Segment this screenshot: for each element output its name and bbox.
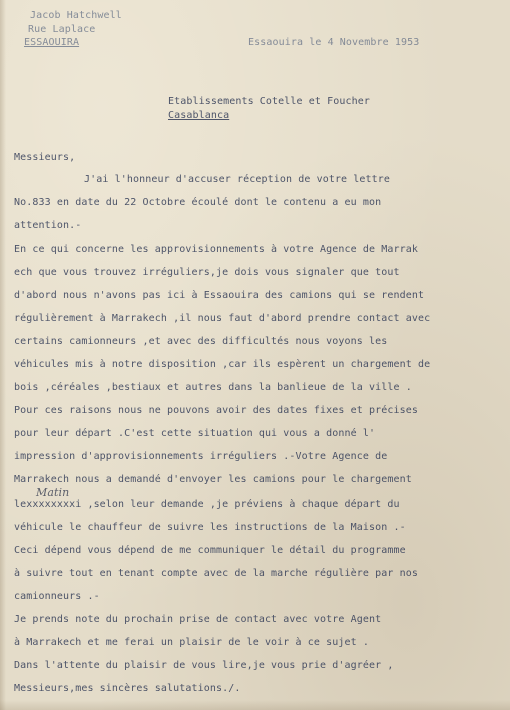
body-line: impression d'approvisionnements irréguliers .-Votre Agence de: [14, 451, 388, 462]
body-line: régulièrement à Marrakech ,il nous faut d'abord prendre contact avec: [14, 313, 431, 324]
body-line: Ceci dépend vous dépend de me communiquer le détail du programme: [14, 545, 406, 556]
handwritten-insert: Matin: [36, 486, 70, 499]
body-line: Je prends note du prochain prise de contact avec votre Agent: [14, 614, 382, 625]
body-line: pour leur départ .C'est cette situation qui vous a donné l': [14, 428, 376, 439]
body-line: bois ,céréales ,bestiaux et autres dans la banlieue de la ville .: [14, 382, 412, 393]
body-line: lexxxxxxxxi ,selon leur demande ,je préviens à chaque départ du: [14, 499, 400, 510]
body-line: Dans l'attente du plaisir de vous lire,je vous prie d'agréer ,: [14, 660, 394, 671]
body-line: En ce qui concerne les approvisionnements à votre Agence de Marrak: [14, 244, 418, 255]
body-line: No.833 en date du 22 Octobre écoulé dont le contenu a eu mon: [14, 197, 382, 208]
recipient-company: Etablissements Cotelle et Foucher: [168, 96, 370, 107]
body-line: ech que vous trouvez irréguliers,je dois vous signaler que tout: [14, 267, 400, 278]
salutation: Messieurs,: [14, 152, 76, 163]
sender-city: ESSAOUIRA: [24, 37, 80, 48]
body-line: camionneurs .-: [14, 591, 100, 602]
body-line: certains camionneurs ,et avec des difficultés nous voyons les: [14, 336, 388, 347]
recipient-city: Casablanca: [168, 110, 230, 121]
body-line: J'ai l'honneur d'accuser réception de votre lettre: [84, 174, 391, 185]
body-line: Pour ces raisons nous ne pouvons avoir des dates fixes et précises: [14, 405, 418, 416]
body-line: d'abord nous n'avons pas ici à Essaouira des camions qui se rendent: [14, 290, 425, 301]
body-line: véhicule le chauffeur de suivre les instructions de la Maison .-: [14, 522, 406, 533]
body-line: véhicules mis à notre disposition ,car ils espèrent un chargement de: [14, 359, 431, 370]
body-line: à Marrakech et me ferai un plaisir de le voir à ce sujet .: [14, 637, 369, 648]
sender-name: Jacob Hatchwell: [30, 10, 122, 21]
paper-bottom-edge-shadow: [0, 700, 510, 710]
paper-left-edge-shadow: [0, 0, 6, 710]
place-date: Essaouira le 4 Novembre 1953: [248, 37, 420, 48]
body-line: à suivre tout en tenant compte avec de la marche régulière par nos: [14, 568, 418, 579]
body-line: attention.-: [14, 220, 82, 231]
sender-street: Rue Laplace: [28, 24, 96, 35]
body-line: Messieurs,mes sincères salutations./.: [14, 683, 241, 694]
body-line: Marrakech nous a demandé d'envoyer les camions pour le chargement: [14, 474, 412, 485]
